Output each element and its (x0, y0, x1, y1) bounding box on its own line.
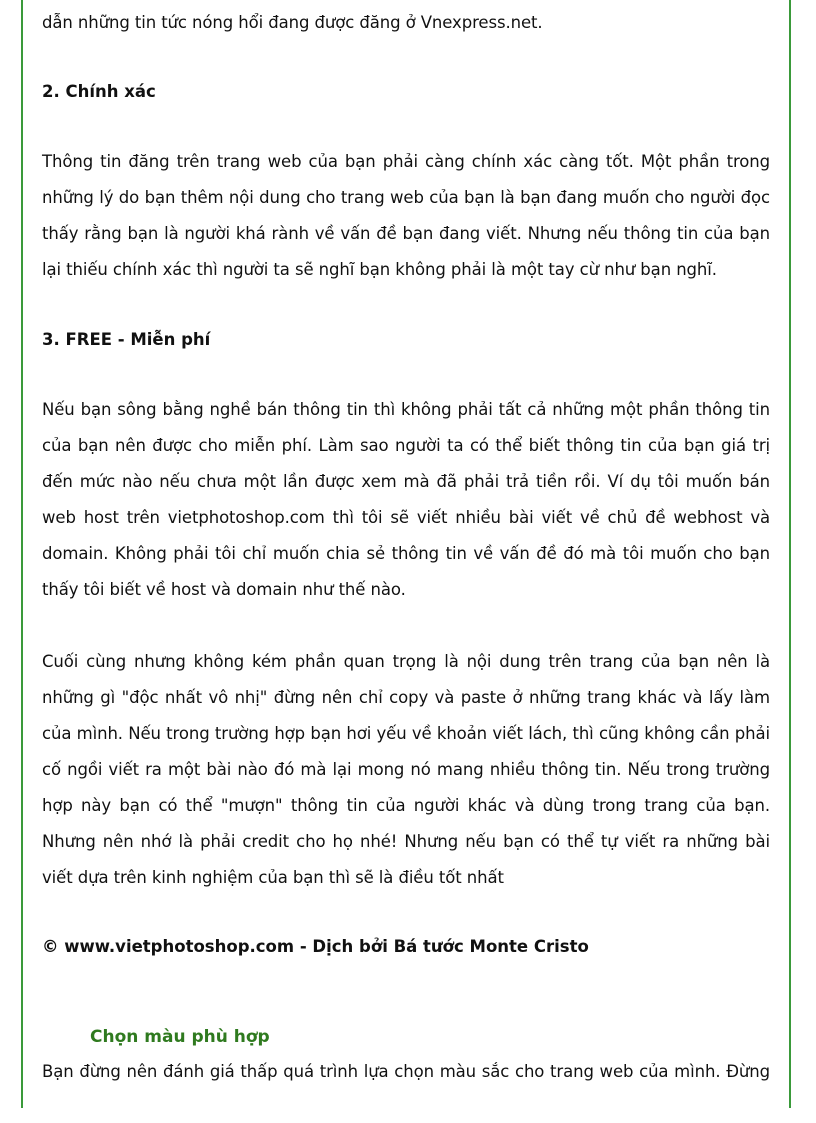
choose-color-paragraph: Bạn đừng nên đánh giá thấp quá trình lựa chọn màu sắc cho trang web của mình. Đừng (42, 1062, 770, 1081)
page-border-right (789, 0, 791, 1108)
section-3-paragraph-2: Cuối cùng nhưng không kém phần quan trọng là nội dung trên trang của bạn nên là những gì "độc nhất vô nhị" đừng nên chỉ copy và paste ở những trang khác và lấy làm của mình. Nếu trong trường hợp bạn hơi yếu về khoản viết lách, thì cũng không cần phải cố ngồi viết ra một bài nào đó mà lại mong nó mang nhiều thông tin. Nếu trong trường hợp này bạn có thể "mượn" thông tin của người khác và dùng trong trang của bạn. Nhưng nên nhớ là phải credit cho họ nhé! Nhưng nếu bạn có thể tự viết ra những bài viết dựa trên kinh nghiệm của bạn thì sẽ là điều tốt nhất (42, 652, 770, 887)
section-2-paragraph: Thông tin đăng trên trang web của bạn phải càng chính xác càng tốt. Một phần trong những lý do bạn thêm nội dung cho trang web của bạn là bạn đang muốn cho người đọc thấy rằng bạn là người khá rành về vấn đề bạn đang viết. Nhưng nếu thông tin của bạn lại thiếu chính xác thì người ta sẽ nghĩ bạn không phải là một tay cừ như bạn nghĩ. (42, 152, 770, 279)
section-3-heading: 3. FREE - Miễn phí (42, 330, 211, 349)
intro-tail-paragraph: dẫn những tin tức nóng hổi đang được đăng ở Vnexpress.net. (42, 13, 543, 32)
section-2-heading: 2. Chính xác (42, 82, 156, 101)
credit-line: © www.vietphotoshop.com - Dịch bởi Bá tước Monte Cristo (42, 937, 589, 956)
page-border-left (21, 0, 23, 1108)
section-3-paragraph-1: Nếu bạn sông bằng nghề bán thông tin thì không phải tất cả những một phần thông tin của bạn nên được cho miễn phí. Làm sao người ta có thể biết thông tin của bạn giá trị đến mức nào nếu chưa một lần được xem mà đã phải trả tiền rồi. Ví dụ tôi muốn bán web host trên vietphotoshop.com thì tôi sẽ viết nhiều bài viết về chủ đề webhost và domain. Không phải tôi chỉ muốn chia sẻ thông tin về vấn đề đó mà tôi muốn cho bạn thấy tôi biết về host và domain như thế nào. (42, 400, 770, 599)
document-body (42, 0, 770, 1090)
choose-color-heading: Chọn màu phù hợp (90, 1027, 270, 1047)
